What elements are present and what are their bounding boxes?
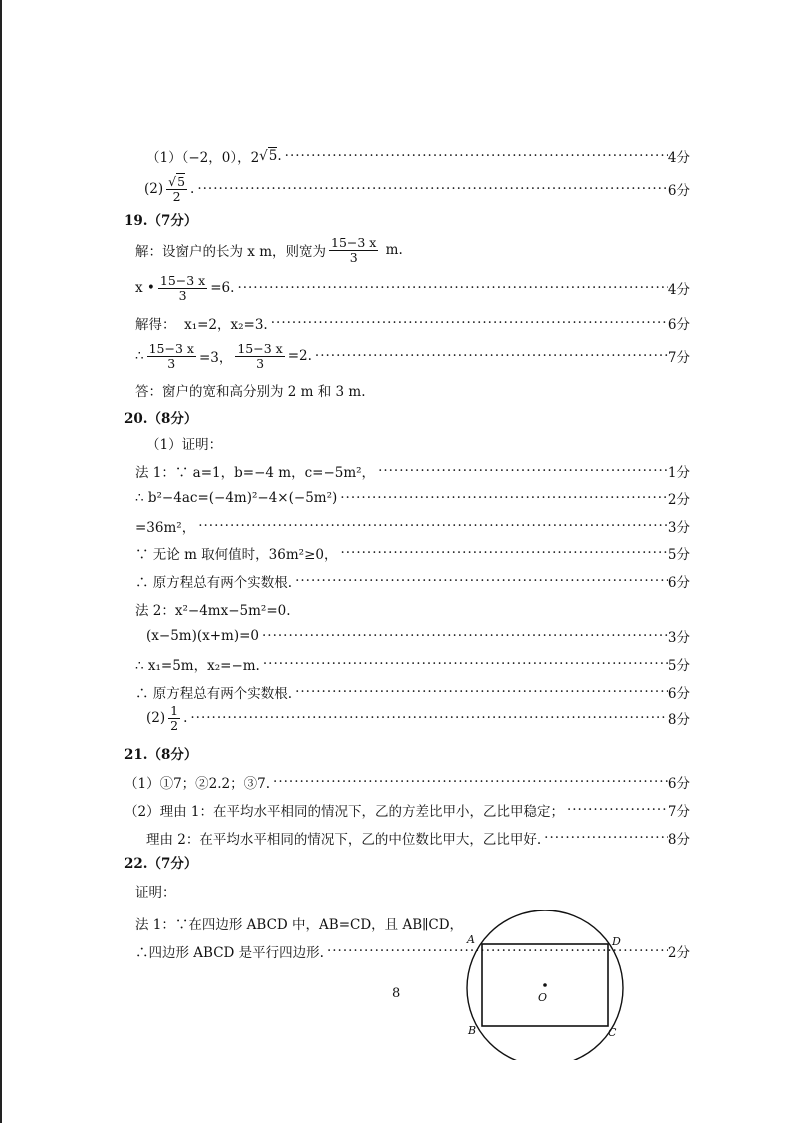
q19-equation-fraction	[158, 274, 207, 301]
q18-part2-prefix: (2)	[144, 181, 164, 197]
q19-therefore-mid: =3，	[198, 350, 233, 366]
q19-equation-prefix: x •	[135, 280, 155, 296]
q20-m1-b-text: ∴ b²−4ac=(−4m)²−4×(−5m²)	[135, 490, 338, 506]
q21-part1-line	[124, 769, 690, 795]
page-left-border	[0, 0, 2, 1123]
fraction-numerator: 5	[177, 174, 186, 190]
dot-leader	[194, 181, 668, 197]
q21-part2-points: 7分	[667, 804, 690, 820]
q20-part2-points: 8分	[667, 712, 690, 728]
q20-m2-b-text: (x−5m)(x+m)=0	[146, 628, 260, 644]
q21-part3-text: 理由 2：在平均水平相同的情况下，乙的中位数比甲大，乙比甲好.	[146, 832, 542, 848]
q21-part1-text: （1）①7；②2.2；③7.	[124, 776, 271, 792]
dot-leader	[375, 463, 668, 479]
q18-part1-prefix: （1）（−2，0），2	[146, 150, 260, 166]
q20-m1-line-c	[135, 513, 690, 539]
q20-m1-d-text: ∵ 无论 m 取何值时，36m²≥0，	[135, 547, 338, 563]
q21-part3-points: 8分	[667, 832, 690, 848]
dot-leader	[312, 348, 668, 364]
dot-leader	[195, 518, 668, 534]
q19-equation-line	[135, 272, 690, 304]
q18-part1-sqrt: 5	[268, 148, 278, 164]
q20-m1-line-d	[135, 540, 690, 566]
fraction-denominator: 3	[167, 355, 176, 371]
q20-m2-c-points: 5分	[667, 658, 690, 674]
q20-m1-e-points: 6分	[667, 575, 690, 591]
q18-part1-line: （1）（−2，0），2 √5 . ····· 4分	[146, 143, 690, 169]
q19-solve-fraction	[329, 236, 378, 263]
fraction-denominator: 3	[349, 249, 358, 265]
dot-leader	[187, 710, 668, 726]
q20-m1-c-text: =36m²，	[135, 520, 196, 536]
q19-therefore-points: 7分	[667, 350, 690, 366]
q18-part2-line	[144, 174, 690, 204]
q20-m1-a-points: 1分	[667, 465, 690, 481]
q19-therefore-line	[135, 340, 690, 372]
q20-m2-d-points: 6分	[667, 686, 690, 702]
q20-m1-line-e	[135, 568, 690, 594]
q20-part2-suffix: .	[183, 710, 188, 726]
q20-m2-line-c	[135, 651, 690, 677]
q22-m1-line-a: 法 1：∵在四边形 ABCD 中，AB=CD，且 AB∥CD，	[135, 917, 464, 933]
label-b: B	[468, 1024, 477, 1037]
q20-m1-b-points: 2分	[667, 492, 690, 508]
fraction-numerator: 15−3 x	[159, 273, 206, 289]
q19-solve-text: 解：设窗户的长为 x m，则宽为	[135, 244, 326, 260]
dot-leader	[260, 656, 668, 672]
q19-solve-suffix: m.	[381, 242, 403, 258]
q19-equation-points: 4分	[667, 282, 690, 298]
dot-leader	[337, 545, 667, 561]
dot-leader	[564, 802, 668, 818]
q19-equation-suffix: =6.	[210, 280, 235, 296]
q19-result-line	[135, 310, 690, 336]
q22-m1-b-points: 2分	[667, 945, 690, 961]
q20-m2-c-text: ∴ x₁=5m，x₂=−m.	[135, 658, 260, 674]
q18-part1-points: 4分	[667, 150, 690, 166]
q20-m1-a-text: 法 1：∵ a=1，b=−4 m，c=−5m²，	[135, 465, 376, 481]
q20-part2-prefix: (2)	[146, 710, 166, 726]
q18-part2-points: 6分	[667, 183, 690, 199]
center-point	[543, 983, 547, 987]
label-a: A	[467, 933, 475, 946]
fraction-numerator: 15−3 x	[237, 341, 283, 357]
therefore-symbol: ∴	[135, 348, 144, 364]
q21-part3-line	[146, 825, 690, 851]
q22-header: 22.（7分）	[124, 856, 198, 872]
q20-m1-c-points: 3分	[667, 520, 690, 536]
q20-header: 20.（8分）	[124, 411, 198, 427]
q19-therefore-fraction-2	[235, 342, 284, 369]
fraction-denominator: 3	[178, 287, 187, 303]
fraction-numerator: 1	[170, 703, 179, 719]
dot-leader	[259, 628, 668, 644]
q20-m2-line-b	[146, 623, 690, 649]
q20-part2-fraction	[168, 704, 180, 731]
dot-leader	[282, 148, 668, 164]
q20-m2-d-text: ∴ 原方程总有两个实数根.	[135, 686, 293, 702]
q20-part2-line	[146, 702, 690, 734]
fraction-denominator: 2	[172, 188, 181, 204]
page-number: 8	[392, 986, 401, 1001]
q20-m1-line-a	[135, 458, 690, 484]
dot-leader	[268, 315, 668, 331]
dot-leader	[234, 280, 667, 296]
q20-m1-e-text: ∴ 原方程总有两个实数根.	[135, 575, 293, 591]
fraction-denominator: 3	[256, 355, 265, 371]
q19-therefore-suffix: =2.	[287, 348, 312, 364]
q20-m1-line-b	[135, 485, 690, 511]
q19-result-text: 解得： x₁=2，x₂=3.	[135, 317, 268, 333]
q19-answer: 答：窗户的宽和高分别为 2 m 和 3 m.	[135, 384, 366, 400]
q21-part1-points: 6分	[667, 776, 690, 792]
q19-header: 19.（7分）	[124, 213, 198, 229]
label-o: O	[538, 991, 548, 1004]
q20-part1-label: （1）证明：	[146, 437, 223, 453]
dot-leader	[292, 684, 668, 700]
q18-part2-suffix: .	[190, 181, 195, 197]
fraction-numerator: 15−3 x	[331, 235, 377, 251]
q21-header: 21.（8分）	[124, 747, 198, 763]
q21-part2-line	[124, 797, 690, 823]
dot-leader	[292, 573, 668, 589]
dot-leader	[541, 830, 668, 846]
label-d: D	[612, 935, 621, 948]
q18-part1-suffix: .	[277, 148, 282, 164]
q19-result-points: 6分	[667, 317, 690, 333]
q21-part2-text: （2）理由 1：在平均水平相同的情况下，乙的方差比甲小，乙比甲稳定；	[124, 804, 564, 820]
fraction-denominator: 2	[170, 717, 179, 733]
dot-leader	[270, 774, 668, 790]
q20-m1-d-points: 5分	[667, 547, 690, 563]
label-c: C	[608, 1026, 617, 1039]
inscribed-rectangle-figure	[462, 910, 652, 1060]
q19-solve-line	[135, 234, 403, 266]
dot-leader	[337, 490, 668, 506]
q22-proof-label: 证明：	[135, 885, 176, 901]
q20-m2-line-a: 法 2：x²−4mx−5m²=0.	[135, 603, 291, 619]
q19-therefore-fraction-1	[147, 342, 196, 369]
q22-m1-b-text: ∴四边形 ABCD 是平行四边形.	[135, 945, 324, 961]
q18-part2-fraction: $\frac{√5}{2}$	[168, 174, 186, 204]
fraction-numerator: 15−3 x	[148, 341, 194, 357]
q20-m2-b-points: 3分	[667, 630, 690, 646]
